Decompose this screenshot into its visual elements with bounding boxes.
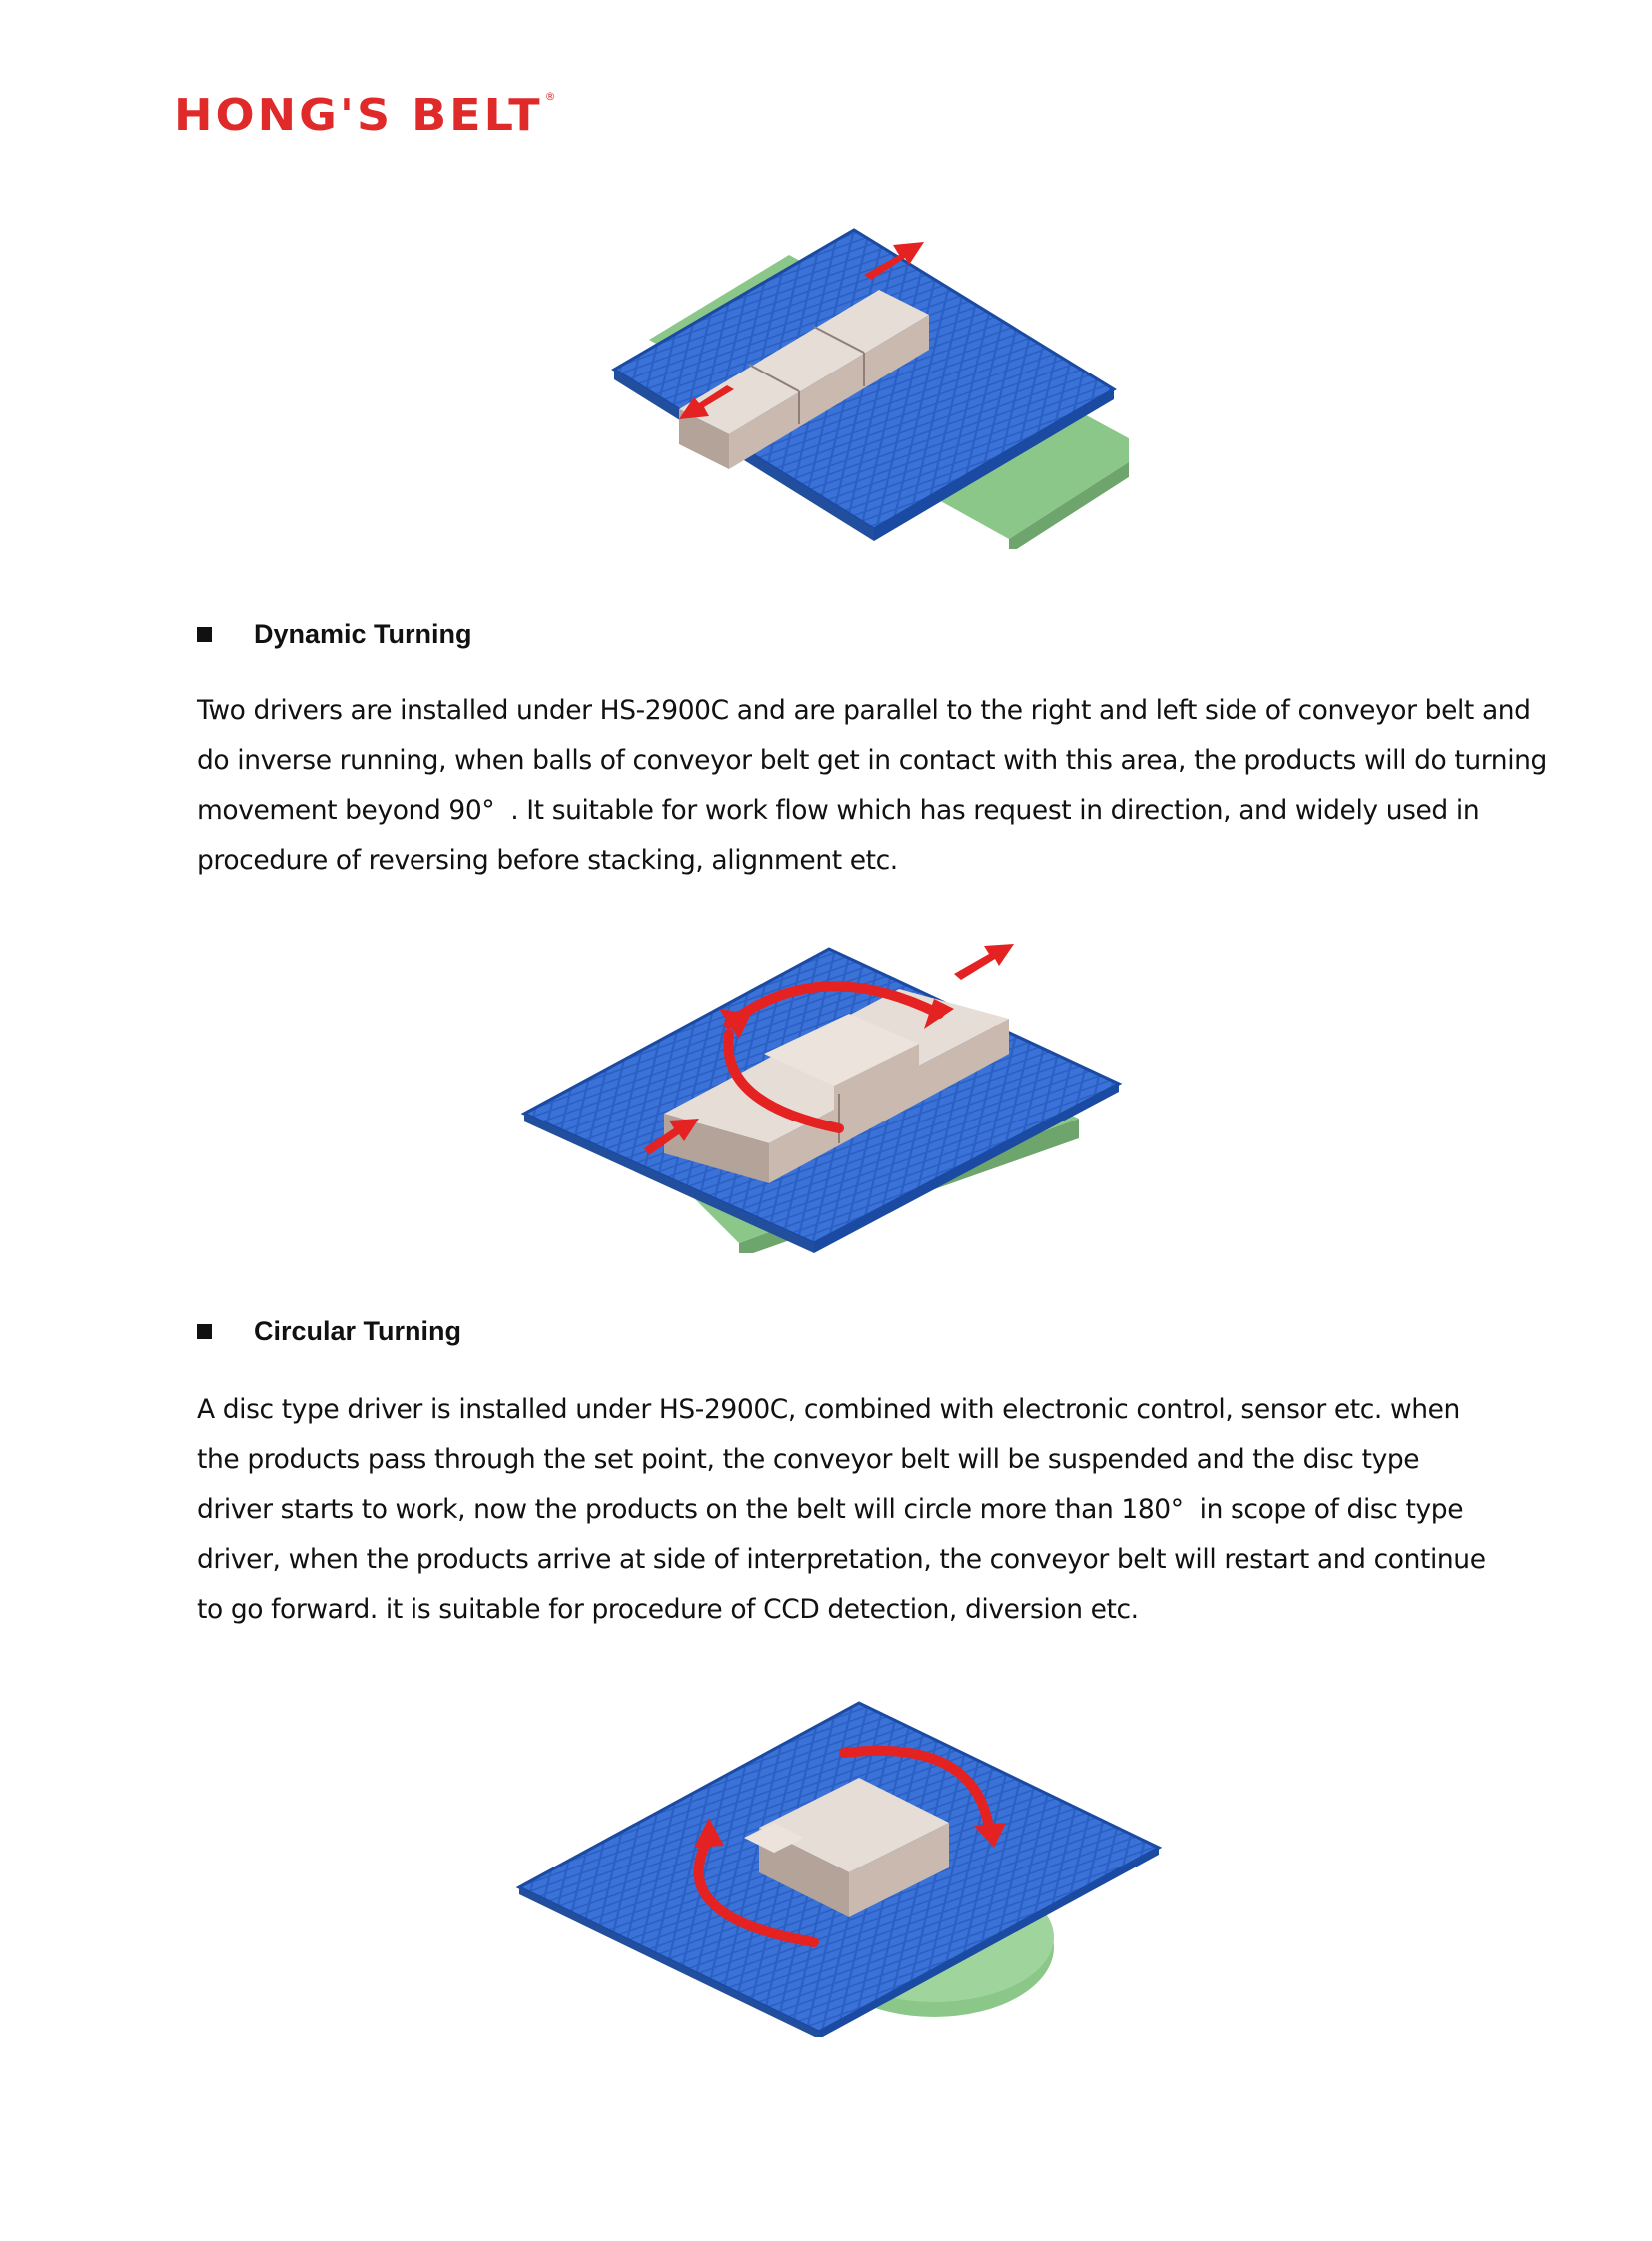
paragraph-line: driver starts to work, now the products on the belt will circle more than 180° in scope of disc type	[197, 1494, 1464, 1525]
section-paragraph-dynamic-turning	[197, 686, 1547, 886]
registered-mark: ®	[544, 90, 556, 103]
section-heading-dynamic-turning	[197, 619, 472, 650]
section-title: Circular Turning	[254, 1316, 462, 1346]
section-paragraph-circular-turning	[197, 1385, 1495, 1635]
paragraph-line: the products pass through the set point, the conveyor belt will be suspended and the disc type	[197, 1444, 1420, 1475]
paragraph-line: A disc type driver is installed under HS-2900C, combined with electronic control, sensor etc. when	[197, 1394, 1460, 1425]
paragraph-line: to go forward. it is suitable for procedure of CCD detection, diversion etc.	[197, 1594, 1139, 1625]
bullet-square-icon	[197, 1324, 212, 1339]
brand-name: HONG'S BELT	[174, 89, 543, 141]
straight-transfer-illustration	[609, 220, 1129, 549]
brand-logo	[174, 89, 556, 144]
section-heading-circular-turning	[197, 1316, 461, 1347]
circular-turning-illustration	[514, 1698, 1164, 2037]
section-title: Dynamic Turning	[254, 619, 472, 649]
bullet-square-icon	[197, 627, 212, 642]
paragraph-line: Two drivers are installed under HS-2900C and are parallel to the right and left side of conveyor belt and	[197, 695, 1531, 726]
paragraph-line: do inverse running, when balls of conveyor belt get in contact with this area, the products will do turning	[197, 745, 1547, 776]
paragraph-line: procedure of reversing before stacking, alignment etc.	[197, 845, 898, 876]
dynamic-turning-illustration	[519, 914, 1149, 1253]
arrow-right-icon	[954, 944, 1014, 980]
paragraph-line: movement beyond 90° . It suitable for work flow which has request in direction, and widely used in	[197, 795, 1480, 826]
paragraph-line: driver, when the products arrive at side of interpretation, the conveyor belt will restart and continue	[197, 1544, 1486, 1575]
